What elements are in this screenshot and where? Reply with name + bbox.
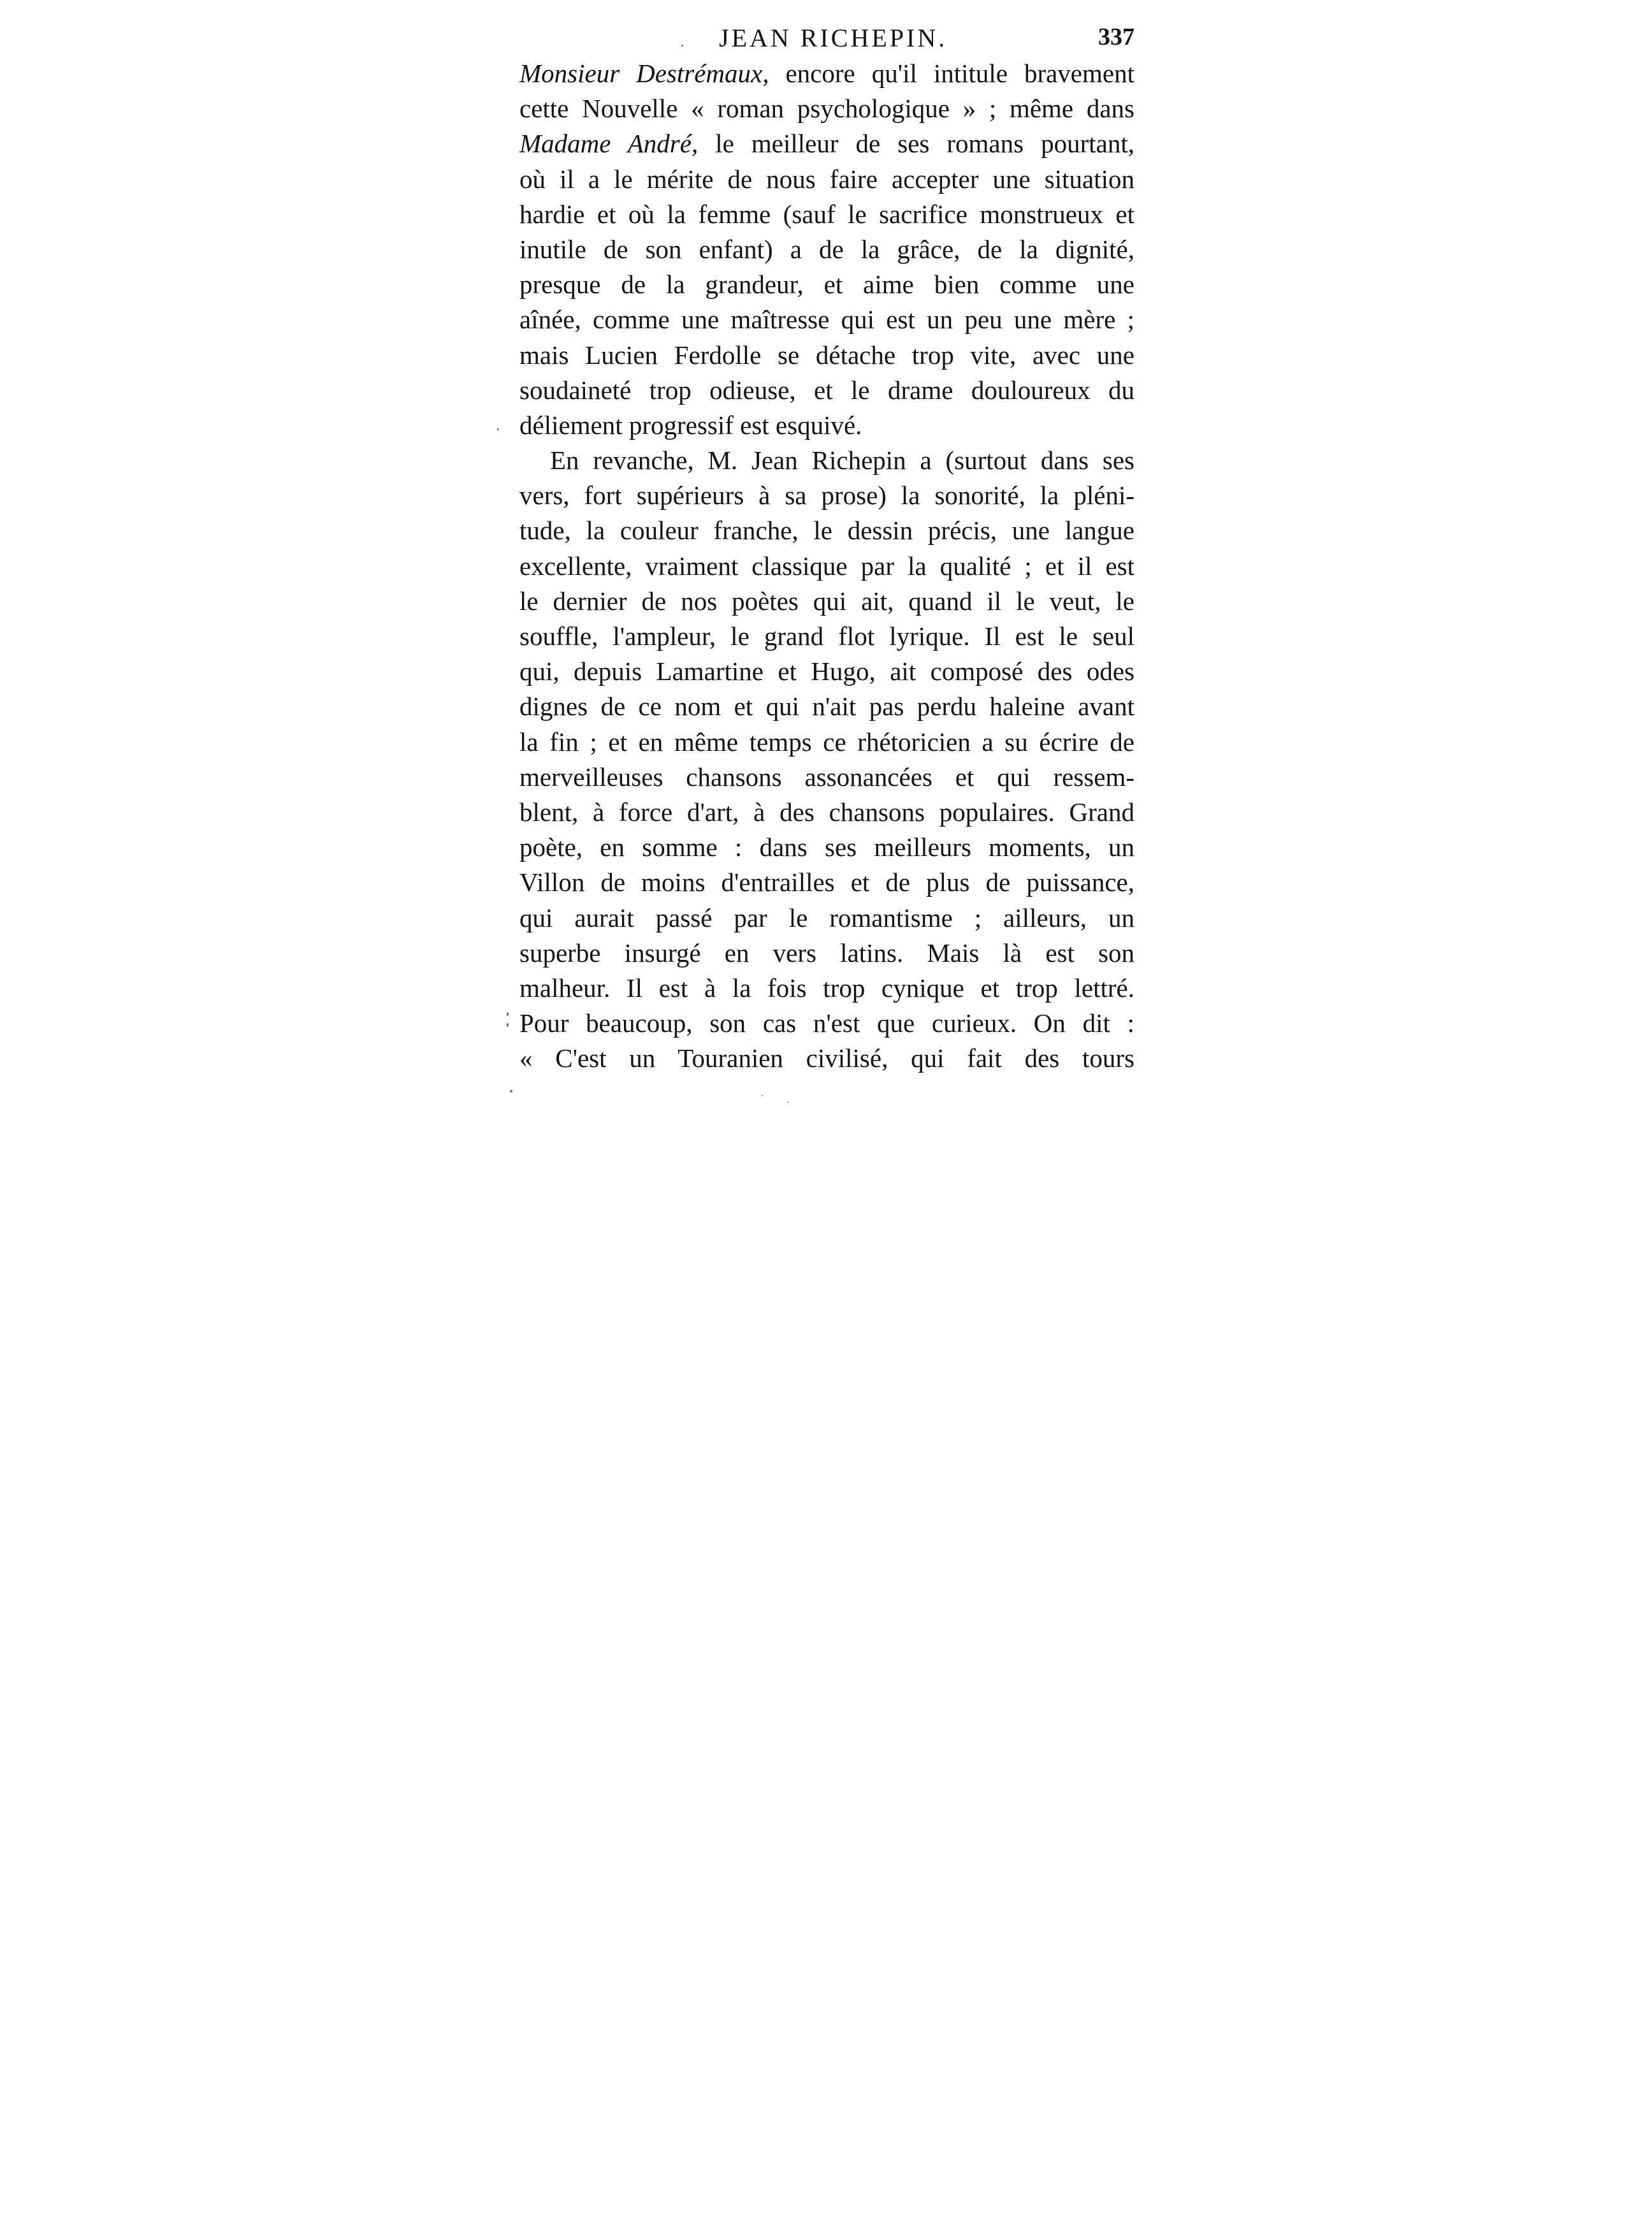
running-title: JEAN RICHEPIN. [719,24,948,52]
text-line: superbe insurgé en vers latins. Mais là est son [519,938,1134,968]
text-line: inutile de son enfant) a de la grâce, de la dignité, [519,234,1134,264]
text-line: presque de la grandeur, et aime bien comme une [519,270,1134,300]
page-number: 337 [1098,24,1134,50]
text-line: Pour beaucoup, son cas n'est que curieux. On dit : [519,1008,1134,1038]
scan-speck [497,428,499,430]
text-line: hardie et où la femme (sauf le sacrifice monstrueux et [519,199,1134,229]
scan-speck [681,45,683,47]
text-line: Villon de moins d'entrailles et de plus de puissance, [519,868,1134,897]
text-line: cette Nouvelle « roman psychologique » ; même dans [519,94,1134,124]
text-line: Monsieur Destrémaux, encore qu'il intitule bravement [519,59,1134,88]
running-head [519,17,1134,61]
scan-speck [507,1012,509,1016]
scan-speck [507,1023,509,1027]
text-line: où il a le mérite de nous faire accepter une situation [519,164,1134,194]
text-line: vers, fort supérieurs à sa prose) la sonorité, la pléni- [519,481,1134,511]
text-line: aînée, comme une maîtresse qui est un peu une mère ; [519,305,1134,335]
paragraph-start-line: En revanche, M. Jean Richepin a (surtout dans ses [550,446,1134,476]
text-line: tude, la couleur franche, le dessin précis, une langue [519,516,1134,546]
text-line: poète, en somme : dans ses meilleurs moments, un [519,832,1134,862]
text-line: dignes de ce nom et qui n'ait pas perdu haleine avant [519,692,1134,722]
text-line: blent, à force d'art, à des chansons populaires. Grand [519,797,1134,827]
text-line: malheur. Il est à la fois trop cynique et trop lettré. [519,973,1134,1003]
text-line: merveilleuses chansons assonancées et qui ressem- [519,762,1134,792]
text-line: excellente, vraiment classique par la qualité ; et il est [519,551,1134,581]
text-line: qui, depuis Lamartine et Hugo, ait composé des odes [519,657,1134,686]
text-line: souffle, l'ampleur, le grand flot lyrique. Il est le seul [519,621,1134,651]
scan-speck [762,1095,763,1096]
scan-speck [787,1101,788,1103]
text-line: Madame André, le meilleur de ses romans pourtant, [519,129,1134,159]
text-line: mais Lucien Ferdolle se détache trop vite, avec une [519,340,1134,370]
text-line: la fin ; et en même temps ce rhétoricien a su écrire de [519,727,1134,757]
text-line: le dernier de nos poètes qui ait, quand il le veut, le [519,586,1134,616]
scan-speck [510,1090,512,1093]
body-text [519,56,1134,1076]
text-line: soudaineté trop odieuse, et le drame douloureux du [519,375,1134,405]
text-line: « C'est un Touranien civilisé, qui fait des tours [519,1043,1134,1073]
text-line: déliement progressif est esquivé. [519,410,862,440]
text-line: qui aurait passé par le romantisme ; ailleurs, un [519,903,1134,933]
